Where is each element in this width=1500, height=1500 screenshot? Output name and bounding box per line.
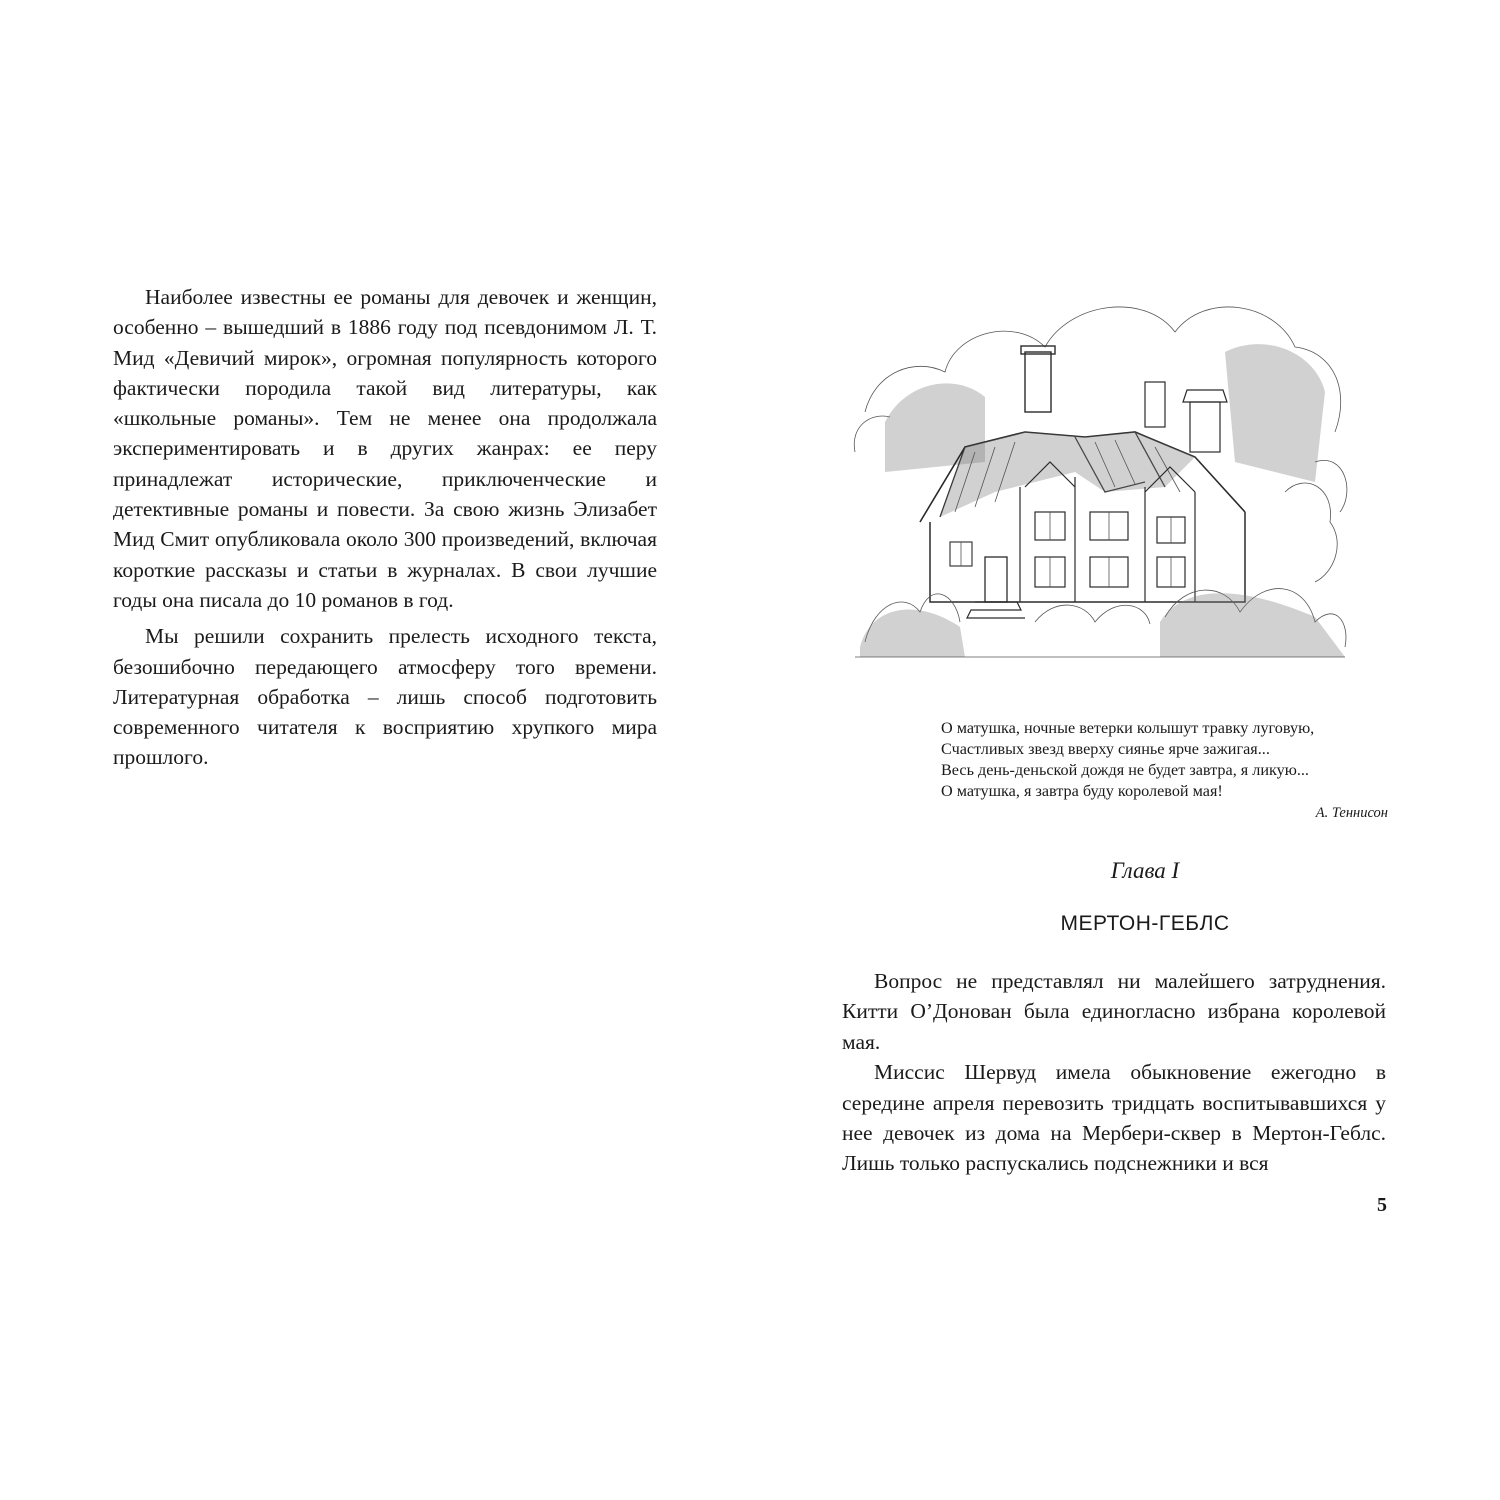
left-page-text: [113, 282, 657, 773]
epigraph-line: Весь день-деньской дождя не будет завтра, я ликую...: [941, 761, 1309, 779]
epigraph-line: О матушка, я завтра буду королевой мая!: [941, 782, 1223, 800]
house-illustration: [845, 262, 1355, 670]
chapter-label: Глава I: [1110, 858, 1180, 883]
chapter-title: МЕРТОН-ГЕБЛС: [1060, 912, 1230, 935]
paragraph: Миссис Шервуд имела обыкновение ежегодно в середине апреля перевозить тридцать воспитывавшихся у нее девочек из дома на Мербери-сквер в Мертон-Геблс. Лишь только распускались подснежники и вся: [842, 1060, 1386, 1176]
epigraph-line: Счастливых звезд вверху сиянье ярче зажигая...: [941, 740, 1270, 758]
epigraph-line: О матушка, ночные ветерки колышут травку луговую,: [941, 719, 1315, 737]
right-page-text: [842, 966, 1386, 1179]
paragraph: Наиболее известны ее романы для девочек и женщин, особенно – вышедший в 1886 году под псевдонимом Л. Т. Мид «Девичий мирок», огромная популярность которого фактически породила такой вид литературы, как «школьные романы». Тем не менее она продолжала экспериментировать и в других жанрах: ее перу принадлежат исторические, приключенческие и детективные романы и повести. За свою жизнь Элизабет Мид Смит опубликовала около 300 произведений, включая короткие рассказы и статьи в журналах. В свои лучшие годы она писала до 10 романов в год.: [113, 285, 657, 612]
epigraph-author: А. Теннисон: [1315, 805, 1388, 821]
epigraph: [941, 718, 1389, 802]
paragraph: Вопрос не представлял ни малейшего затруднения. Китти О’Донован была единогласно избрана королевой мая.: [842, 969, 1386, 1054]
roofs: [920, 432, 1245, 522]
door-and-steps: [967, 557, 1025, 618]
page-number: 5: [1377, 1194, 1387, 1216]
paragraph: Мы решили сохранить прелесть исходного текста, безошибочно передающего атмосферу того времени. Литературная обработка – лишь способ подготовить современного читателя к восприятию хрупкого мира прошлого.: [113, 624, 657, 770]
right-page: [750, 0, 1500, 1500]
